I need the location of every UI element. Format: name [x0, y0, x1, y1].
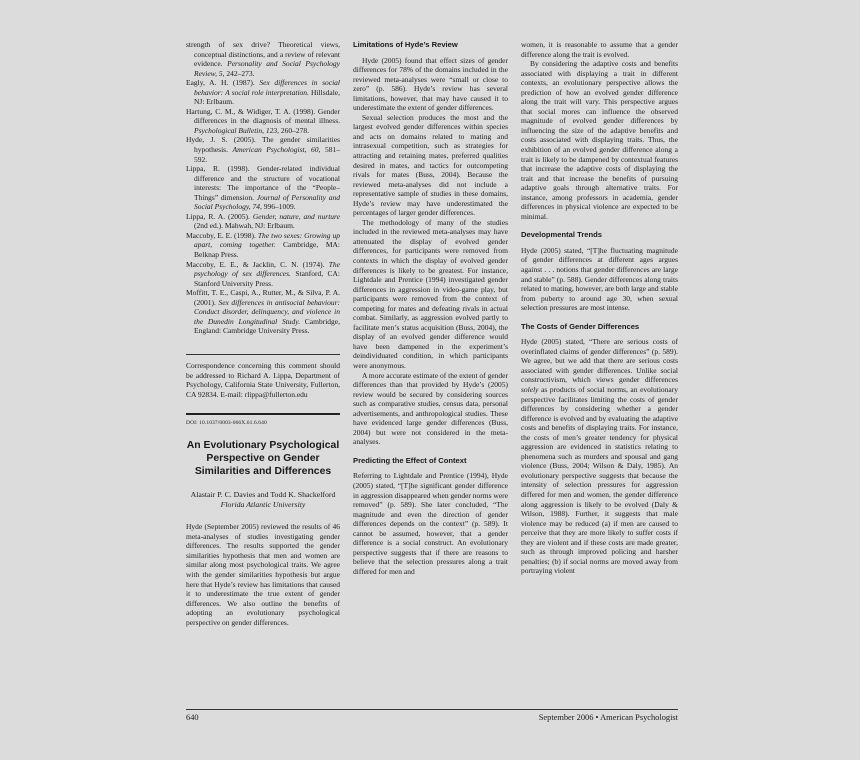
section-heading-context: Predicting the Effect of Context [353, 455, 467, 465]
text-run: 260–278. [278, 125, 309, 135]
text-run: (2nd ed.). Mahwah, NJ: Erlbaum. [194, 221, 295, 231]
paragraph [521, 337, 678, 576]
reference-entry [186, 212, 340, 231]
paragraph: The methodology of many of the studies included in the reviewed meta-analyses may have attenuated the display of evolved gender differences, for participants were removed from contexts in which the display of evolved gender differences is likely to be greatest. For instance, Lightdale and Prentice (1994) investigated gender differences in aggression in video-game play, but participants were removed from the context of competing for mates and defeating rivals in actual combat. Similarly, as aggression evolved partly to facilitate men’s status acquisition (Buss, 2004), the display of an evolved gender difference would have been dampened in the experiment’s deindividuated condition, in which participants were anonymous. [353, 217, 508, 370]
text-run: Moffitt, T. E., Caspi, A., Rutter, M., & Silva, P. A. (2001). [186, 288, 340, 307]
article-title: An Evolutionary Psychological Perspective on Gender Similarities and Differences [186, 439, 340, 478]
text-run: 581–592. [194, 145, 340, 164]
italic-text: Sex differences in antisocial behaviour: Conduct disorder, delinquency, and violence in the Dunedin Longitudinal Study. [194, 297, 341, 326]
correspondence-rule [186, 354, 340, 355]
article-abstract: Hyde (September 2005) reviewed the results of 46 meta-analyses of studies investigating gender differences. The results supported the gender similarities hypothesis that men and women are similar along most psychological traits. We agree with the gender similarities hypothesis but argue here that Hyde’s review has limitations that caused it to underestimate the true extent of gender differences. We also outline the benefits of adopting an evolutionary psychological perspective on gender differences. [186, 522, 340, 627]
text-run: Lippa, R. (1998). Gender-related individual difference and the structure of vocational interests: The importance of the “People–Things” dimension. [186, 164, 340, 202]
italic-text: Gender, nature, and nurture [252, 211, 340, 221]
journal-info: September 2006 • American Psychologist [538, 713, 678, 722]
page-number: 640 [186, 713, 199, 722]
italic-text: American Psychologist, 60, [232, 145, 321, 155]
paragraph: By considering the adaptive costs and benefits associated with displaying a trait in different contexts, an evolutionary perspective allows the prediction of how an evolved gender difference along the trait will vary. This perspective argues that social mores can influence the observed magnitude of evolved gender differences by influencing the size of the adaptive benefits and costs associated with displaying traits. Thus, the exhibition of an evolved gender difference along a trait is likely to be dampened by contextual features that increase the adaptive costs of displaying the trait and that increase the benefits of pursuing adaptive goals through alternative traits. For instance, among professors in academia, gender differences in physical violence are expected to be minimal. [521, 59, 678, 221]
text-run: Hartung, C. M., & Widiger, T. A. (1998). Gender differences in the diagnosis of mental illness. [186, 106, 340, 126]
text-run: 996–1009. [261, 202, 296, 212]
reference-entry [186, 78, 340, 107]
correspondence-note: Correspondence concerning this comment should be addressed to Richard A. Lippa, Department of Psychology, California State University, Fullerton, CA 92834. E-mail: rlippa@fullerton.edu [186, 360, 340, 399]
text-run: Lippa, R. A. (2005). [186, 211, 253, 221]
text-run: Hillsdale, NJ: Erlbaum. [194, 87, 340, 107]
italic-text: solely [521, 384, 539, 394]
paragraph: A more accurate estimate of the extent of gender differences than that provided by Hyde’s (2005) review would be secured by considering sources such as comparative studies, census data, personal advertisements, and anthropological studies. These have evidenced large gender differences (Buss, 2004) but were not considered in the meta-analyses. [353, 370, 508, 447]
text-run: as products of social norms, an evolutionary perspective facilitates limiting the costs of gender differences by considering whether a gender difference is evolved and by evaluating the adaptive costs and benefits of displaying traits. For instance, the costs of men’s greater tendency for physical aggression are evidenced in statistics relating to phenomena such as murders and spousal and gang violence (Buss, 2004; Wilson & Daly, 1985). An evolutionary perspective suggests that because the intensity of selection pressures for aggression differed for men and women, the gender difference along aggression is likely to be evolved (Daly & Wilson, 1988). Further, it suggests that male violence may be reduced (a) if men are caused to perceive that they are more likely to suffer costs if they are violent and if these costs are made greater, such as through improved policing and harsher penalties; (b) if social norms are moved away from portraying violent [521, 384, 678, 576]
text-run: Hyde (2005) stated, “There are serious costs of overinflated claims of gender differences” (p. 589). We agree, but we add that there are serious costs associated with gender differences. Unlike social constructivism, which views gender differences [521, 337, 678, 385]
text-run: Cambridge, MA: Belknap Press. [194, 240, 340, 260]
italic-text: The two sexes: Growing up apart, coming together. [194, 230, 340, 250]
italic-text: Personality and Social Psychology Review, 5, [194, 59, 340, 78]
text-run: Stanford, CA: Stanford University Press. [194, 269, 340, 288]
section-heading-developmental: Developmental Trends [521, 230, 603, 240]
section-heading-limitations: Limitations of Hyde’s Review [353, 40, 458, 49]
right-column [521, 40, 678, 576]
paragraph: women, it is reasonable to assume that a gender difference along the trait is evolved. [521, 40, 678, 59]
text-run: 242–273. [224, 68, 255, 78]
reference-entry [186, 231, 340, 260]
text-run: Hyde, J. S. (2005). The gender similarities hypothesis. [186, 135, 340, 155]
reference-entry [186, 135, 340, 164]
italic-text: The psychology of sex differences. [194, 259, 340, 279]
article-divider [186, 413, 340, 415]
paragraph: Hyde (2005) stated, “[T]he fluctuating magnitude of gender differences at different ages argues against . . . notions that gender differences are large and stable” (p. 588). Gender differences along traits related to mating, however, are both large and stable from puberty to around age 30, when sexual selection pressures are most intense. [521, 245, 679, 313]
italic-text: Psychological Bulletin, 123, [194, 125, 279, 135]
reference-entry [186, 164, 340, 212]
article-authors: Alastair P. C. Davies and Todd K. Shackelford [190, 490, 336, 500]
author-affiliation: Florida Atlantic University [220, 500, 306, 510]
reference-entry [186, 260, 340, 289]
doi: DOI: 10.1037/0003-066X.61.6.640 [186, 420, 267, 427]
reference-entry [186, 107, 340, 136]
italic-text: Journal of Personality and Social Psychology, 74, [194, 192, 340, 212]
paragraph: Referring to Lightdale and Prentice (1994), Hyde (2005) stated, “[T]he significant gender difference in aggression disappeared when gender norms were removed” (p. 589). She later concluded, “The magnitude and even the direction of gender differences depends on the context” (p. 589). It cannot be assumed, however, that a gender difference is a social construct. An evolutionary perspective suggests that if there are reasons to believe that the selection pressures along a trait differed for men and [353, 471, 508, 576]
section-heading-costs: The Costs of Gender Differences [521, 321, 640, 331]
italic-text: Sex differences in social behavior: A social role interpretation. [194, 78, 340, 97]
paragraph: Hyde (2005) found that effect sizes of gender differences for 78% of the domains included in the reviewed meta-analyses were “small or close to zero” (p. 586). Hyde’s review has several limitations, however, that may have caused it to underestimate the extent of gender differences. [353, 55, 508, 113]
reference-entry [186, 40, 340, 78]
reference-list [186, 40, 340, 336]
text-run: Maccoby, E. E., & Jacklin, C. N. (1974). [186, 259, 329, 269]
text-run: strength of sex drive? Theoretical views, conceptual distinctions, and a review of relevant evidence. [186, 40, 340, 69]
text-run: Maccoby, E. E. (1998). [186, 230, 258, 240]
page-footer [186, 709, 678, 722]
middle-column [353, 40, 508, 576]
text-run: Eagly, A. H. (1987). [186, 78, 260, 88]
left-column [186, 40, 340, 627]
reference-entry [186, 288, 340, 336]
paragraph: Sexual selection produces the most and the largest evolved gender differences within species and acts on domains related to mating and intrasexual competition, such as strategies for attracting and retaining mates, preferred qualities desired in mates, and tactics for outcompeting rivals for mates (Buss, 2004). Because the reviewed meta-analyses did not include a representative sample of studies in these domains, Hyde’s review may have underestimated the percentages of larger gender differences. [353, 112, 508, 218]
text-run: Cambridge, England: Cambridge University Press. [194, 316, 341, 336]
